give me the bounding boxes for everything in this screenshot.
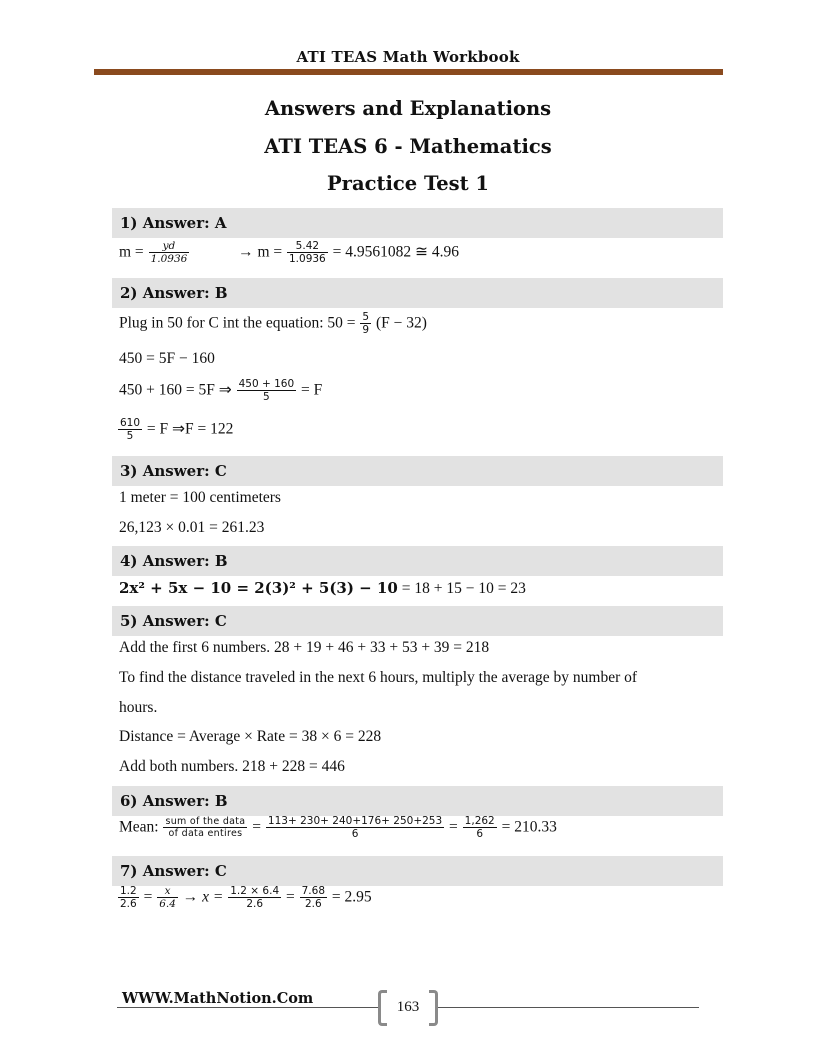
answer-heading-3: 3) Answer: C: [112, 456, 723, 486]
q4-solution: 2x² + 5x − 10 = 2(3)² + 5(3) − 10 = 18 + 15 − 10 = 23: [119, 579, 526, 597]
answer-heading-6: 6) Answer: B: [112, 786, 723, 816]
answer-heading-5: 5) Answer: C: [112, 606, 723, 636]
footer-website: WWW.MathNotion.Com: [122, 990, 314, 1007]
q6-solution: Mean: $\frac{\text{sum of the data}}{\text{of data entires}}$ = $\frac{113+ 230+ 240+176+ 250+253}{6}$ = $\frac{1,262}{6}$ = 210.33: [119, 815, 557, 841]
q5-line-4: Distance = Average × Rate = 38 × 6 = 228: [119, 728, 382, 745]
q7-solution: $\frac{1.2}{2.6}$ = $\frac{x}{6.4}$ → x = $\frac{1.2 \times 6.4}{2.6}$ = $\frac{7.68}{2.6}$ = 2.95: [120, 885, 372, 911]
answer-heading-1: 1) Answer: A: [112, 208, 723, 238]
q5-line-1: Add the first 6 numbers. 28 + 19 + 46 + 33 + 53 + 39 = 218: [119, 639, 490, 656]
q2-line-2: 450 = 5F − 160: [119, 350, 215, 367]
header-rule: [94, 69, 723, 75]
running-header: ATI TEAS Math Workbook: [296, 48, 520, 66]
q5-line-2: To find the distance traveled in the next 6 hours, multiply the average by number of: [119, 669, 638, 686]
q1-solution: m = $\frac{yd}{1.0936}$ → m = $\frac{5.42}{1.0936}$ = 4.9561082 ≅ 4.96: [119, 240, 459, 266]
section-title: Answers and Explanations: [264, 97, 552, 120]
answer-heading-7: 7) Answer: C: [112, 856, 723, 886]
q3-line-1: 1 meter = 100 centimeters: [119, 489, 281, 506]
answer-heading-2: 2) Answer: B: [112, 278, 723, 308]
page-number: 163: [396, 999, 420, 1015]
answer-heading-4: 4) Answer: B: [112, 546, 723, 576]
left-bracket-icon: [378, 990, 387, 1026]
q2-line-4: $\frac{610}{5}$ = F ⇒F = 122: [120, 417, 234, 443]
q2-line-3: 450 + 160 = 5F ⇒ $\frac{450 + 160}{5}$ = F: [119, 378, 323, 404]
q5-line-5: Add both numbers. 218 + 228 = 446: [119, 758, 345, 775]
page-number-box: [378, 990, 438, 1022]
practice-title: Practice Test 1: [327, 172, 489, 195]
q2-line-1: Plug in 50 for C int the equation: 50 = $\frac{5}{9}$ (F − 32): [119, 311, 427, 337]
q5-line-3: hours.: [119, 699, 158, 716]
right-bracket-icon: [429, 990, 438, 1026]
test-title: ATI TEAS 6 - Mathematics: [264, 135, 552, 158]
q3-line-2: 26,123 × 0.01 = 261.23: [119, 519, 265, 536]
